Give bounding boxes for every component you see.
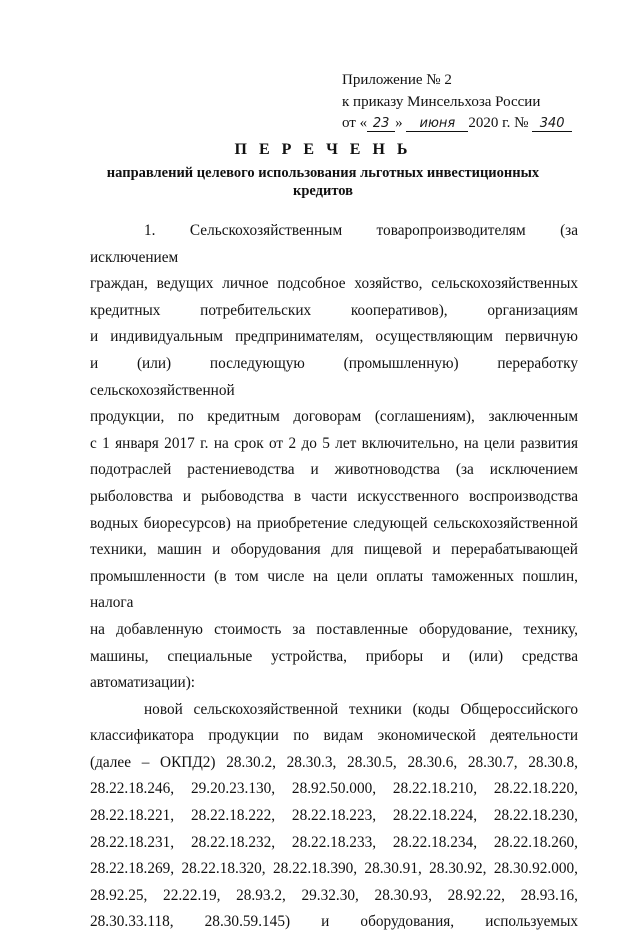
body-line: на добавленную стоимость за поставленные оборудование, технику, xyxy=(90,620,578,638)
body-line: кредитных потребительских кооперативов), организациям xyxy=(90,301,578,319)
body-line: (далее – ОКПД2) 28.30.2, 28.30.3, 28.30.5, 28.30.6, 28.30.7, 28.30.8, xyxy=(90,753,578,771)
date-quote-close: » xyxy=(395,115,403,131)
body-line: 28.22.18.246, 29.20.23.130, 28.92.50.000, 28.22.18.210, 28.22.18.220, xyxy=(90,780,578,798)
date-day: 23 xyxy=(367,116,395,132)
appendix-number: Приложение № 2 xyxy=(342,72,452,88)
appendix-order-ref: к приказу Минсельхоза России xyxy=(342,93,541,110)
body-line: рыболовства и рыбоводства в части искусственного воспроизводства xyxy=(90,487,578,505)
date-year-number: 2020 г. № xyxy=(468,115,529,131)
body-line: машины, специальные устройства, приборы и (или) средства xyxy=(90,647,578,665)
body-line: продукции, по кредитным договорам (соглашениям), заключенным xyxy=(90,408,578,426)
body-line: с 1 января 2017 г. на срок от 2 до 5 лет включительно, на цели развития xyxy=(90,434,578,452)
body-line: классификатора продукции по видам экономической деятельности xyxy=(90,727,578,745)
body-line: граждан, ведущих личное подсобное хозяйство, сельскохозяйственных xyxy=(90,275,578,293)
appendix-block xyxy=(342,70,572,135)
body-line: 28.30.33.118, 28.30.59.145) и оборудования, используемых xyxy=(90,913,578,931)
body-line: подотраслей растениеводства и животноводства (за исключением xyxy=(90,461,578,479)
body-line: 1. Сельскохозяйственным товаропроизводителям (за исключением xyxy=(90,222,578,266)
order-number: 340 xyxy=(532,116,572,132)
body-line: автоматизации): xyxy=(90,674,196,692)
document-title: П Е Р Е Ч Е Н Ь xyxy=(234,141,412,158)
body-line: и индивидуальным предпринимателям, осуществляющим первичную xyxy=(90,328,578,346)
appendix-date-line xyxy=(342,113,572,135)
body-line: водных биоресурсов) на приобретение следующей сельскохозяйственной xyxy=(90,514,578,532)
body-line: 28.22.18.221, 28.22.18.222, 28.22.18.223, 28.22.18.224, 28.22.18.230, xyxy=(90,807,578,825)
body-line: техники, машин и оборудования для пищевой и перерабатывающей xyxy=(90,541,578,559)
date-prefix: от « xyxy=(342,115,368,131)
body-line: 28.92.25, 22.22.19, 28.93.2, 29.32.30, 28.30.93, 28.92.22, 28.93.16, xyxy=(90,886,578,904)
document-subtitle xyxy=(90,164,556,200)
body-line: и (или) последующую (промышленную) переработку сельскохозяйственной xyxy=(90,354,578,399)
body-line: 28.22.18.231, 28.22.18.232, 28.22.18.233, 28.22.18.234, 28.22.18.260, xyxy=(90,833,578,851)
body-line: 28.22.18.269, 28.22.18.320, 28.22.18.390, 28.30.91, 28.30.92, 28.30.92.000, xyxy=(90,860,578,878)
body-line: промышленности (в том числе на цели оплаты таможенных пошлин, налога xyxy=(90,567,578,612)
body-line: новой сельскохозяйственной техники (коды Общероссийского xyxy=(144,700,578,718)
subtitle-line-1: направлений целевого использования льготных инвестиционных xyxy=(106,165,540,181)
subtitle-line-2: кредитов xyxy=(292,183,353,199)
document-body xyxy=(90,218,578,936)
date-month: июня xyxy=(406,116,468,132)
